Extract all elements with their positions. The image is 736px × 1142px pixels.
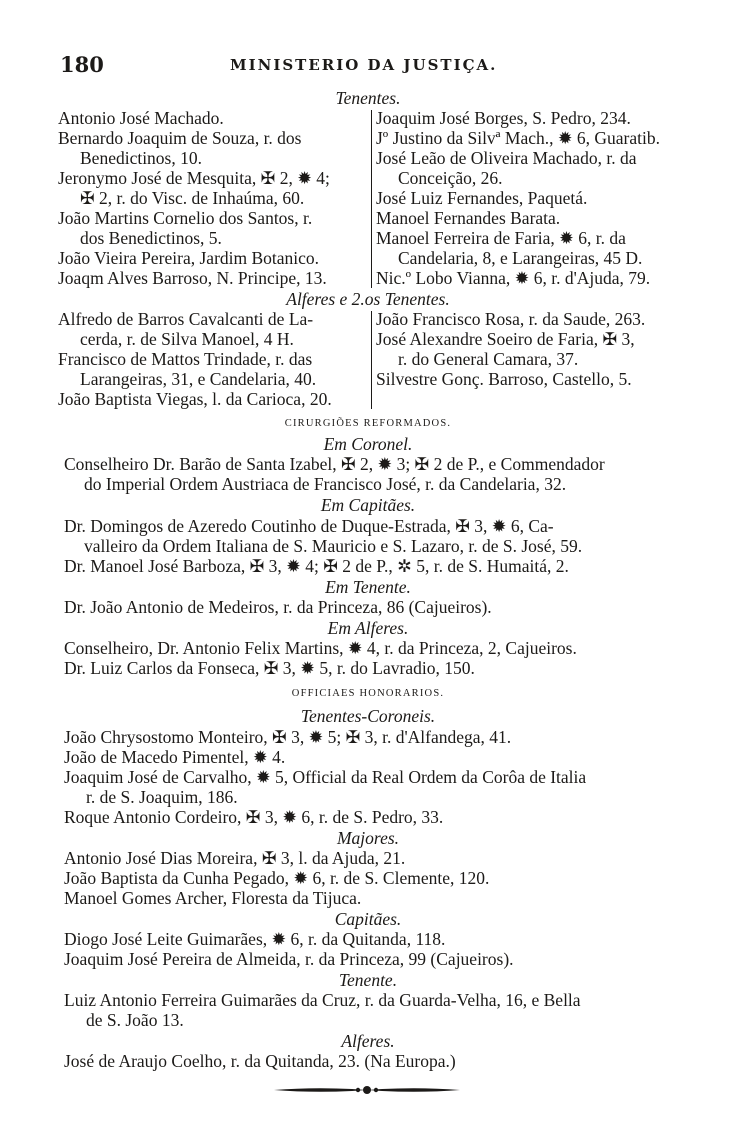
list-item: João Francisco Rosa, r. da Saude, 263. [376, 309, 646, 329]
section-title-alferes: Alferes e 2.os Tenentes. [286, 289, 450, 309]
list-item: Conceição, 26. [398, 168, 503, 188]
list-item: João Baptista Viegas, l. da Carioca, 20. [58, 389, 332, 409]
list-item: cerda, r. de Silva Manoel, 4 H. [80, 329, 294, 349]
list-item: João Baptista da Cunha Pegado, ✹ 6, r. de S. Clemente, 120. [64, 868, 490, 888]
list-item: Larangeiras, 31, e Candelaria, 40. [80, 369, 317, 389]
list-item: João Vieira Pereira, Jardim Botanico. [58, 248, 320, 268]
running-title: MINISTERIO DA JUSTIÇA. [230, 56, 498, 74]
list-item: Joaquim José Pereira de Almeida, r. da Princeza, 99 (Cajueiros). [64, 949, 514, 969]
section-heading-officiaes: OFFICIAES HONORARIOS. [291, 688, 445, 699]
list-item: Joaquim José de Carvalho, ✹ 5, Official da Real Ordem da Corôa de Italia [64, 767, 587, 787]
column-divider [371, 311, 372, 409]
list-item: Dr. João Antonio de Medeiros, r. da Princeza, 86 (Cajueiros). [64, 597, 492, 617]
list-item: Nic.º Lobo Vianna, ✹ 6, r. d'Ajuda, 79. [376, 268, 651, 288]
list-item: João de Macedo Pimentel, ✹ 4. [64, 747, 286, 767]
list-item: Jeronymo José de Mesquita, ✠ 2, ✹ 4; [58, 168, 330, 188]
list-item: Conselheiro, Dr. Antonio Felix Martins, ✹ 4, r. da Princeza, 2, Cajueiros. [64, 638, 577, 658]
section-heading-cirurgioes: CIRURGIÕES REFORMADOS. [284, 418, 452, 429]
page-number: 180 [60, 52, 104, 77]
list-item: Manoel Ferreira de Faria, ✹ 6, r. da [376, 228, 626, 248]
page-header [60, 52, 680, 86]
list-item: r. do General Camara, 37. [398, 349, 579, 369]
list-item: Dr. Manoel José Barboza, ✠ 3, ✹ 4; ✠ 2 de P., ✲ 5, r. de S. Humaitá, 2. [64, 556, 569, 576]
subsection-title: Em Tenente. [325, 577, 411, 597]
subsection-title: Tenente. [338, 970, 398, 990]
list-item: Dr. Luiz Carlos da Fonseca, ✠ 3, ✹ 5, r. do Lavradio, 150. [64, 658, 475, 678]
list-item: do Imperial Ordem Austriaca de Francisco José, r. da Candelaria, 32. [84, 474, 567, 494]
list-item: Candelaria, 8, e Larangeiras, 45 D. [398, 248, 643, 268]
list-item: Roque Antonio Cordeiro, ✠ 3, ✹ 6, r. de S. Pedro, 33. [64, 807, 444, 827]
list-item: Antonio José Machado. [58, 108, 224, 128]
list-item: João Chrysostomo Monteiro, ✠ 3, ✹ 5; ✠ 3, r. d'Alfandega, 41. [64, 727, 512, 747]
column-divider [371, 110, 372, 288]
list-item: Dr. Domingos de Azeredo Coutinho de Duque-Estrada, ✠ 3, ✹ 6, Ca- [64, 516, 554, 536]
list-item: Conselheiro Dr. Barão de Santa Izabel, ✠ 2, ✹ 3; ✠ 2 de P., e Commendador [64, 454, 605, 474]
list-item: Benedictinos, 10. [80, 148, 202, 168]
list-item: r. de S. Joaquim, 186. [86, 787, 238, 807]
list-item: José de Araujo Coelho, r. da Quitanda, 23. (Na Europa.) [64, 1051, 456, 1071]
list-item: dos Benedictinos, 5. [80, 228, 222, 248]
list-item: José Luiz Fernandes, Paquetá. [376, 188, 588, 208]
list-item: Antonio José Dias Moreira, ✠ 3, l. da Ajuda, 21. [64, 848, 406, 868]
list-item: José Leão de Oliveira Machado, r. da [376, 148, 637, 168]
list-item: Joaquim José Borges, S. Pedro, 234. [376, 108, 631, 128]
list-item: Bernardo Joaquim de Souza, r. dos [58, 128, 302, 148]
list-item: Manoel Fernandes Barata. [376, 208, 561, 228]
list-item: valleiro da Ordem Italiana de S. Mauricio e S. Lazaro, r. de S. José, 59. [84, 536, 583, 556]
list-item: de S. João 13. [86, 1010, 184, 1030]
subsection-title: Capitães. [334, 909, 402, 929]
list-item: Jº Justino da Silvª Mach., ✹ 6, Guaratib. [376, 128, 660, 148]
subsection-title: Tenentes-Coroneis. [300, 706, 436, 726]
subsection-title: Em Alferes. [327, 618, 409, 638]
section-title-tenentes: Tenentes. [335, 88, 401, 108]
subsection-title: Alferes. [341, 1031, 395, 1051]
list-item: Manoel Gomes Archer, Floresta da Tijuca. [64, 888, 362, 908]
list-item: Francisco de Mattos Trindade, r. das [58, 349, 313, 369]
subsection-title: Em Capitães. [320, 495, 416, 515]
list-item: ✠ 2, r. do Visc. de Inhaúma, 60. [80, 188, 305, 208]
list-item: Alfredo de Barros Cavalcanti de La- [58, 309, 314, 329]
subsection-title: Em Coronel. [323, 434, 413, 454]
list-item: Luiz Antonio Ferreira Guimarães da Cruz, r. da Guarda-Velha, 16, e Bella [64, 990, 581, 1010]
ornamental-rule-icon [272, 1084, 462, 1096]
subsection-title: Majores. [336, 828, 400, 848]
list-item: Joaqm Alves Barroso, N. Principe, 13. [58, 268, 327, 288]
list-item: Diogo José Leite Guimarães, ✹ 6, r. da Quitanda, 118. [64, 929, 446, 949]
list-item: José Alexandre Soeiro de Faria, ✠ 3, [376, 329, 635, 349]
list-item: João Martins Cornelio dos Santos, r. [58, 208, 313, 228]
list-item: Silvestre Gonç. Barroso, Castello, 5. [376, 369, 632, 389]
